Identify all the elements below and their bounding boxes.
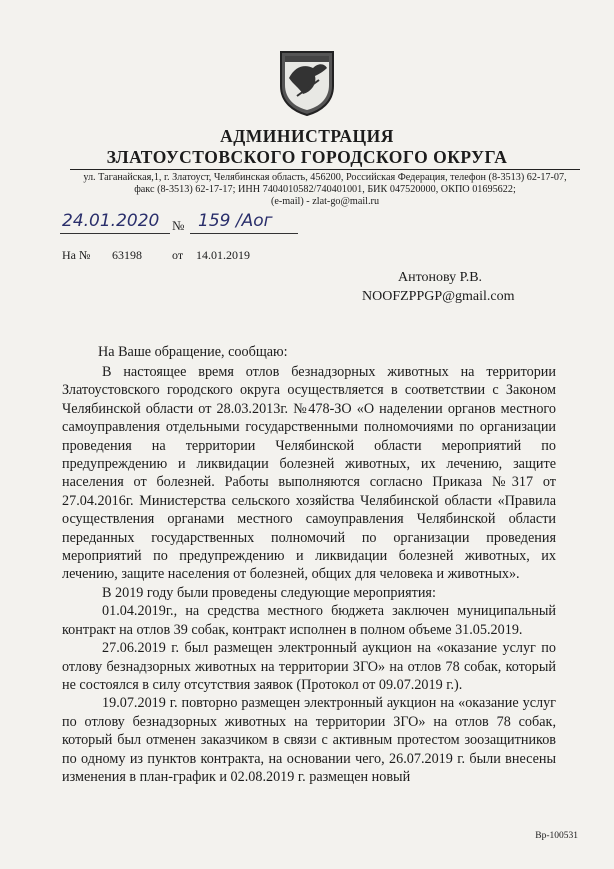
paragraph-auction-june: 27.06.2019 г. был размещен электронный аукцион на «оказание услуг по отлову безнадзорных животных на территории ЗГО» на отлов 78 собак, который не состоялся в силу отсутствия заявок (Протокол от 09.07.2019 г.). — [62, 640, 556, 693]
ref-date: 14.01.2019 — [196, 248, 250, 262]
address-line3: (e-mail) - zlat-go@mail.ru — [270, 196, 380, 207]
paragraph-legal-basis: В настоящее время отлов безнадзорных животных на территории Златоустовского городского округа осуществляется в соответствии с Законом Челябинской области от 28.03.2013г. №478-ЗО «О наделении органов местного самоуправления отдельными государственными полномочиями по организации проведения на территории Челябинской области мероприятий по предупреждению и ликвидации болезней животных, их лечению, защите населения от болезней. Работы выполняются согласно Приказа №317 от 27.04.2016г. Министерства сельского хозяйства Челябинской области «Правила осуществления органами местного самоуправления Челябинской области переданных государственных полномочий по организации проведения мероприятий по предупреждению и ликвидации болезней животных, их лечению, защите населения от болезней, общих для человека и животных». — [62, 364, 556, 583]
document-code: Вр-100531 — [535, 831, 578, 841]
paragraph-2019-intro: В 2019 году были проведены следующие мероприятия: — [102, 584, 436, 601]
ref-label: На № — [62, 248, 91, 262]
recipient-email: NOOFZPPGP@gmail.com — [362, 289, 515, 304]
recipient-name: Антонову Р.В. — [398, 270, 483, 285]
greeting: На Ваше обращение, сообщаю: — [98, 344, 288, 360]
ref-number: 63198 — [112, 248, 142, 262]
date-underline — [60, 233, 170, 234]
number-underline — [190, 233, 298, 234]
org-name-line1: АДМИНИСТРАЦИЯ — [220, 126, 394, 146]
number-sign: № — [172, 218, 185, 233]
paragraph-contract-april: 01.04.2019г., на средства местного бюджета заключен муниципальный контракт на отлов 39 собак, контракт исполнен в полном объеме 31.05.2019. — [62, 603, 556, 638]
registration-number: 159 /Аог — [198, 211, 273, 231]
ref-from-label: от — [172, 248, 184, 262]
address-line1: ул. Таганайская,1, г. Златоуст, Челябинская область, 456200, Российская Федерация, телефон (8-3513) 62-17-07, — [83, 172, 567, 183]
letter-body — [62, 363, 556, 786]
org-name-line2: ЗЛАТОУСТОВСКОГО ГОРОДСКОГО ОКРУГА — [106, 147, 508, 167]
header-divider — [70, 169, 580, 170]
paragraph-auction-july: 19.07.2019 г. повторно размещен электронный аукцион на «оказание услуг по отлову безнадзорных животных на территории ЗГО» на отлов 78 собак, который был отменен заказчиком в связи с активным протестом зоозащитников по одному из пунктов контракта, на основании чего, 26.07.2019 г. были внесены изменения в план-график и 02.08.2019 г. размещен новый — [62, 695, 556, 785]
coat-of-arms-icon — [277, 48, 337, 118]
address-line2: факс (8-3513) 62-17-17; ИНН 7404010582/740401001, БИК 047520000, ОКПО 01695622; — [134, 184, 516, 195]
registration-date: 24.01.2020 — [62, 211, 160, 231]
